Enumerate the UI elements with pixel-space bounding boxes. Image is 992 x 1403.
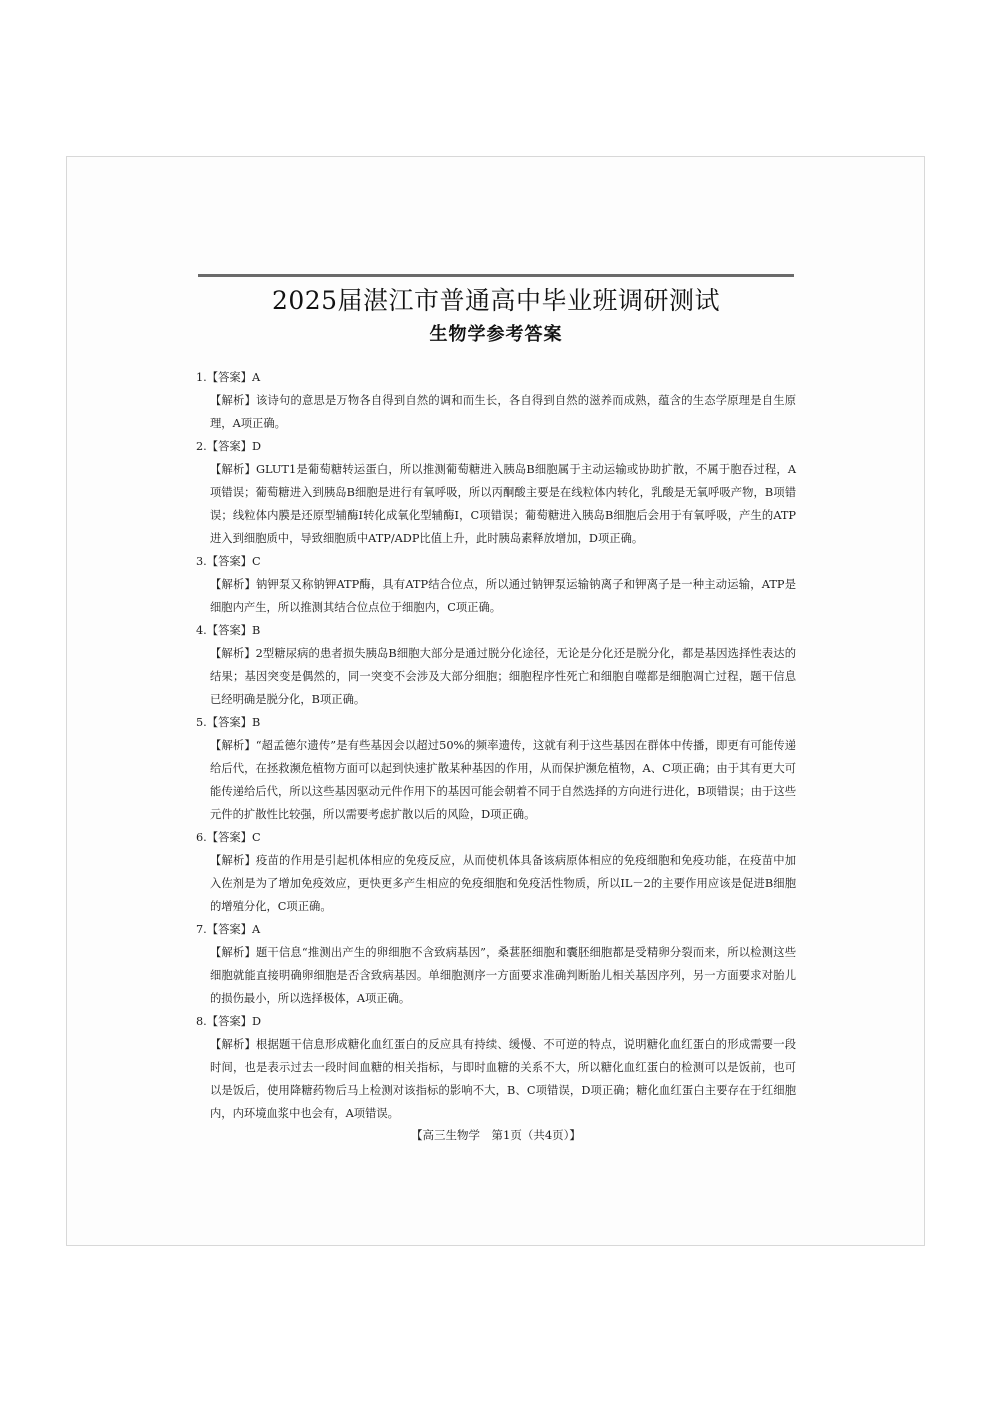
answer-line-2: 2.【答案】D xyxy=(196,440,262,453)
page-footer: 【高三生物学 第1页（共4页）】 xyxy=(411,1128,581,1142)
explanation-3: 【解析】钠钾泵又称钠钾ATP酶，具有ATP结合位点，所以通过钠钾泵运输钠离子和钾离子是一种主动运输，ATP是细胞内产生，所以推测其结合位点位于细胞内，C项正确。 xyxy=(210,578,796,614)
explanation-1: 【解析】该诗句的意思是万物各自得到自然的调和而生长，各自得到自然的滋养而成熟，蕴含的生态学原理是自生原理，A项正确。 xyxy=(210,394,796,430)
explanation-4: 【解析】2型糖尿病的患者损失胰岛B细胞大部分是通过脱分化途径，无论是分化还是脱分化，都是基因选择性表达的结果；基因突变是偶然的，同一突变不会涉及大部分细胞；细胞程序性死亡和细胞自噬都是细胞凋亡过程，题干信息已经明确是脱分化，B项正确。 xyxy=(210,647,796,706)
answer-line-7: 7.【答案】A xyxy=(196,923,261,936)
explanation-7: 【解析】题干信息“推测出产生的卵细胞不含致病基因”，桑葚胚细胞和囊胚细胞都是受精卵分裂而来，所以检测这些细胞就能直接明确卵细胞是否含致病基因。单细胞测序一方面要求准确判断胎儿相关基因序列，另一方面要求对胎儿的损伤最小，所以选择极体，A项正确。 xyxy=(210,946,796,1005)
answer-line-5: 5.【答案】B xyxy=(196,716,261,729)
explanation-5: 【解析】“超孟德尔遗传”是有些基因会以超过50%的频率遗传，这就有利于这些基因在群体中传播，即更有可能传递给后代，在拯救濒危植物方面可以起到快速扩散某种基因的作用，从而保护濒危植物，A、C项正确；由于其有更大可能传递给后代，所以这些基因驱动元件作用下的基因可能会朝着不同于自然选择的方向进行进化，B项错误；由于这些元件的扩散性比较强，所以需要考虑扩散以后的风险，D项正确。 xyxy=(210,739,796,821)
header-rule xyxy=(198,274,794,277)
answer-line-4: 4.【答案】B xyxy=(196,624,261,637)
answer-line-3: 3.【答案】C xyxy=(196,555,261,568)
explanation-6: 【解析】疫苗的作用是引起机体相应的免疫反应，从而使机体具备该病原体相应的免疫细胞和免疫功能，在疫苗中加入佐剂是为了增加免疫效应，更快更多产生相应的免疫细胞和免疫活性物质，所以IL－2的主要作用应该是促进B细胞的增殖分化，C项正确。 xyxy=(210,854,796,913)
page-title: 2025届湛江市普通高中毕业班调研测试 xyxy=(271,286,721,315)
answer-line-8: 8.【答案】D xyxy=(196,1015,262,1028)
explanation-2: 【解析】GLUT1是葡萄糖转运蛋白，所以推测葡萄糖进入胰岛B细胞属于主动运输或协助扩散，不属于胞吞过程，A项错误；葡萄糖进入到胰岛B细胞是进行有氧呼吸，所以丙酮酸主要是在线粒体内转化，乳酸是无氧呼吸产物，B项错误；线粒体内膜是还原型辅酶Ⅰ转化成氧化型辅酶Ⅰ，C项错误；葡萄糖进入胰岛B细胞后会用于有氧呼吸，产生的ATP进入到细胞质中，导致细胞质中ATP/ADP比值上升，此时胰岛素释放增加，D项正确。 xyxy=(210,463,796,545)
answer-line-6: 6.【答案】C xyxy=(196,831,261,844)
answer-line-1: 1.【答案】A xyxy=(196,371,261,384)
explanation-8: 【解析】根据题干信息形成糖化血红蛋白的反应具有持续、缓慢、不可逆的特点，说明糖化血红蛋白的形成需要一段时间，也是表示过去一段时间血糖的相关指标，与即时血糖的关系不大，所以糖化血红蛋白的检测可以是饭前，也可以是饭后，使用降糖药物后马上检测对该指标的影响不大，B、C项错误，D项正确；糖化血红蛋白主要存在于红细胞内，内环境血浆中也会有，A项错误。 xyxy=(210,1038,796,1120)
page-subtitle: 生物学参考答案 xyxy=(429,324,563,345)
answer-list xyxy=(196,366,796,1125)
